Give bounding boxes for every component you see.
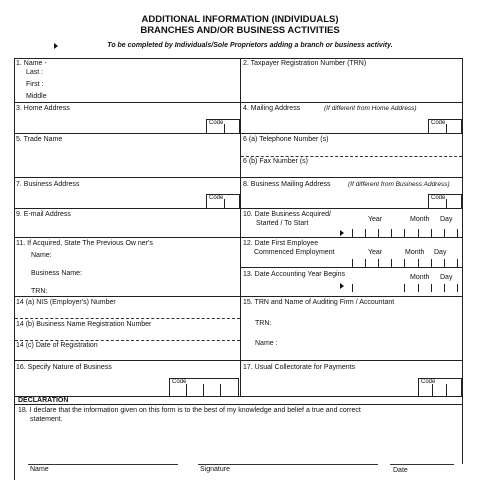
field-previous-trn-label: TRN: [31,288,48,295]
field-name-label: 1. Name - [16,60,47,67]
code-tick [446,199,447,208]
row-sep [14,102,463,103]
code-tick [224,199,225,208]
first-employee-tick [444,259,445,267]
declaration-heading: DECLARATION [18,397,69,404]
first-employee-tick [418,259,419,267]
dash-sep [241,156,462,157]
date-acquired-tick [418,229,419,237]
form-title-line2: BRANCHES AND/OR BUSINESS ACTIVITIES [140,25,340,36]
row-sep [14,237,463,238]
field-auditor-name-label: Name : [255,340,278,347]
frame-top [14,58,463,59]
row-sep [14,404,463,405]
field-previous-name-label: Name: [31,252,52,259]
field-accounting-year-label: 13. Date Accounting Year Begins [243,271,345,278]
field-date-acquired-label1: 10. Date Business Acquired/ [243,211,331,218]
accounting-year-tick [352,284,353,292]
day-label: Day [440,216,453,223]
code-box-business-mailing[interactable] [428,194,462,209]
month-label: Month [410,216,430,223]
field-previous-business-label: Business Name: [31,270,82,277]
row-sep [241,267,462,268]
date-line[interactable] [390,464,454,465]
code-label: Code [209,120,224,126]
field-fax-label: 6 (b) Fax Number (s) [243,158,308,165]
code-label: Code [431,120,446,126]
code-tick [186,384,187,396]
date-acquired-tick [444,229,445,237]
code-label: Code [421,379,436,385]
signature-label: Signature [200,466,230,473]
field-collectorate-label: 17. Usual Collectorate for Payments [243,364,356,371]
arrow-right-icon [340,283,344,289]
accounting-year-tick [418,284,419,292]
code-label: Code [172,379,187,385]
field-first-employee-label2: Commenced Employment [254,249,335,256]
code-tick [203,384,204,396]
field-auditing-firm-label: 15. TRN and Name of Auditing Firm / Accountant [243,299,395,306]
first-employee-tick [391,259,392,267]
first-employee-tick [431,259,432,267]
row-sep [14,296,463,297]
field-trn-label: 2. Taxpayer Registration Number (TRN) [243,60,367,67]
name-line[interactable] [28,464,178,465]
date-acquired-tick [378,229,379,237]
code-tick [224,124,225,133]
field-telephone-label: 6 (a) Telephone Number (s) [243,136,329,143]
field-last-label: Last : [26,69,44,76]
code-label: Code [209,195,224,201]
declaration-text-line1: 18. I declare that the information given on this form is to the best of my knowledge and belief a true and correct [18,407,361,414]
accounting-year-tick [444,284,445,292]
field-first-employee-label1: 12. Date First Employee [243,240,319,247]
code-tick [446,384,447,396]
field-middle-label: Middle [26,93,47,100]
code-box-mailing[interactable] [428,119,462,134]
code-tick [220,384,221,396]
first-employee-tick [378,259,379,267]
dash-sep [15,340,240,341]
first-employee-tick [404,259,405,267]
frame-left [14,58,15,480]
arrow-right-icon [340,230,344,236]
first-employee-tick [457,259,458,267]
field-trade-name-label: 5. Trade Name [16,136,63,143]
month-label: Month [405,249,425,256]
field-date-registration-label: 14 (c) Date of Registration [16,342,98,349]
field-auditor-trn-label: TRN: [255,320,272,327]
field-email-label: 9. E-mail Address [16,211,71,218]
date-acquired-tick [431,229,432,237]
day-label: Day [440,274,453,281]
field-first-label: First : [26,81,44,88]
dash-sep [15,318,240,319]
code-tick [432,384,433,396]
name-label: Name [30,466,49,473]
field-nature-business-label: 16. Specify Nature of Business [16,364,112,371]
date-acquired-tick [365,229,366,237]
code-label: Code [431,195,446,201]
field-business-address-label: 7. Business Address [16,181,80,188]
date-acquired-tick [352,229,353,237]
accounting-year-tick [404,284,405,292]
first-employee-tick [365,259,366,267]
signature-line[interactable] [198,464,378,465]
field-mailing-note: (If different from Home Address) [324,105,417,112]
code-box-business[interactable] [206,194,240,209]
accounting-year-tick [457,284,458,292]
field-home-address-label: 3. Home Address [16,105,70,112]
field-business-reg-label: 14 (b) Business Name Registration Number [16,321,152,328]
year-label: Year [368,249,383,256]
code-box-nature[interactable] [169,378,239,397]
field-date-acquired-label2: Started / To Start [256,220,309,227]
year-label: Year [368,216,383,223]
field-business-mailing-note: (If different from Business Address) [348,181,450,188]
first-employee-tick [352,259,353,267]
frame-middle [240,58,241,396]
field-mailing-address-label: 4. Mailing Address [243,105,301,112]
code-box-collectorate[interactable] [418,378,462,397]
date-acquired-tick [404,229,405,237]
field-business-mailing-label: 8. Business Mailing Address [243,181,331,188]
date-label: Date [393,467,408,474]
day-label: Day [434,249,447,256]
form-subtitle: To be completed by Individuals/Sole Proprietors adding a branch or business activity. [107,42,393,49]
declaration-text-line2: statement. [30,416,63,423]
code-box-home[interactable] [206,119,240,134]
field-previous-owner-label: 11. If Acquired, State The Previous Ow ner's [16,240,153,247]
code-tick [446,124,447,133]
date-acquired-tick [457,229,458,237]
row-sep [14,177,463,178]
field-nis-label: 14 (a) NIS (Employer's) Number [16,299,116,306]
row-sep [14,360,463,361]
form-title-line1: ADDITIONAL INFORMATION (INDIVIDUALS) [141,14,339,25]
month-label: Month [410,274,430,281]
accounting-year-tick [431,284,432,292]
date-acquired-tick [391,229,392,237]
